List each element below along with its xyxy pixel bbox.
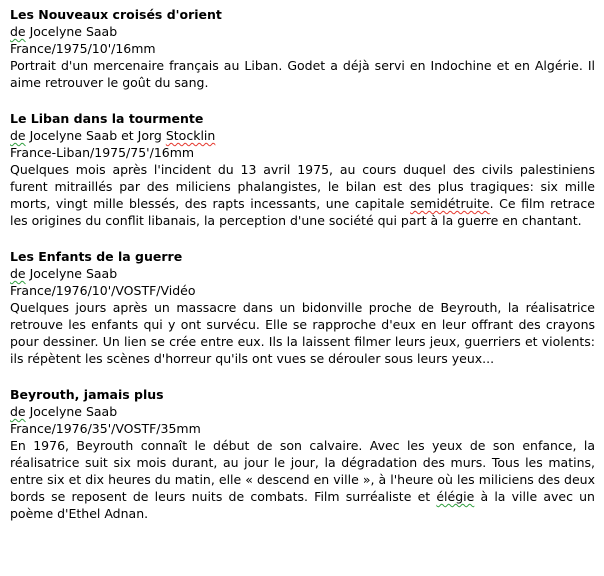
- byline-text: Jocelyne Saab: [25, 266, 118, 281]
- film-byline: [10, 23, 595, 40]
- film-entry: [10, 248, 595, 367]
- film-specs: France/1976/10'/VOSTF/Vidéo: [10, 283, 196, 298]
- film-specs: France-Liban/1975/75'/16mm: [10, 145, 195, 160]
- film-specs: France/1976/35'/VOSTF/35mm: [10, 421, 201, 436]
- misspelled-word: Stocklin: [165, 128, 216, 143]
- film-entry: [10, 386, 595, 522]
- film-title: Beyrouth, jamais plus: [10, 387, 164, 402]
- misspelled-word: élégie: [436, 489, 475, 504]
- film-description: [10, 299, 595, 367]
- film-specs: France/1975/10'/16mm: [10, 41, 156, 56]
- description-text: à la ville avec un poème d'Ethel Adnan.: [10, 489, 595, 521]
- film-title: Les Nouveaux croisés d'orient: [10, 7, 222, 22]
- film-description: [10, 437, 595, 522]
- film-byline: [10, 403, 595, 420]
- description-text: En 1976, Beyrouth connaît le début de son calvaire. Avec les yeux de son enfance, la réalisatrice suit six mois durant, au jour le jour, la dégradation des murs. Tous les matins, entre six et dix heures du matin, elle « descend en ville », à l'heure où les miliciens des deux bords se reposent de leurs nuits de combats. Film surréaliste et: [10, 438, 595, 504]
- description-text: . Ce film retrace les origines du conflit libanais, la perception d'une société qui part à la guerre en chantant.: [10, 196, 595, 228]
- film-title: Les Enfants de la guerre: [10, 249, 183, 264]
- misspelled-word: de: [10, 24, 26, 39]
- byline-text: Jocelyne Saab: [25, 24, 118, 39]
- description-text: Quelques mois après l'incident du 13 avril 1975, au cours duquel des civils palestiniens furent mitraillés par des miliciens phalangistes, le bilan est des plus tragiques: six mille morts, vingt mille blessés, des rapts incessants, une capitale: [10, 162, 595, 211]
- film-entry: [10, 6, 595, 91]
- description-text: Portrait d'un mercenaire français au Liban. Godet a déjà servi en Indochine et en Algérie. Il aime retrouver le goût du sang.: [10, 58, 595, 90]
- misspelled-word: de: [10, 266, 26, 281]
- film-byline: [10, 127, 595, 144]
- description-text: Quelques jours après un massacre dans un bidonville proche de Beyrouth, la réalisatrice retrouve les enfants qui y ont survécu. Elle se rapproche d'eux en leur offrant des crayons pour dessiner. Un lien se crée entre eux. Ils la laissent filmer leurs jeux, guerriers et violents: ils répètent les scènes d'horreur qu'ils ont vues se dérouler sous leurs yeux...: [10, 300, 595, 366]
- film-description: [10, 57, 595, 91]
- film-description: [10, 161, 595, 229]
- misspelled-word: de: [10, 404, 26, 419]
- film-title: Le Liban dans la tourmente: [10, 111, 204, 126]
- film-entry: [10, 110, 595, 229]
- misspelled-word: semidétruite: [410, 196, 490, 211]
- byline-text: Jocelyne Saab et Jorg: [25, 128, 166, 143]
- misspelled-word: de: [10, 128, 26, 143]
- film-byline: [10, 265, 595, 282]
- byline-text: Jocelyne Saab: [25, 404, 118, 419]
